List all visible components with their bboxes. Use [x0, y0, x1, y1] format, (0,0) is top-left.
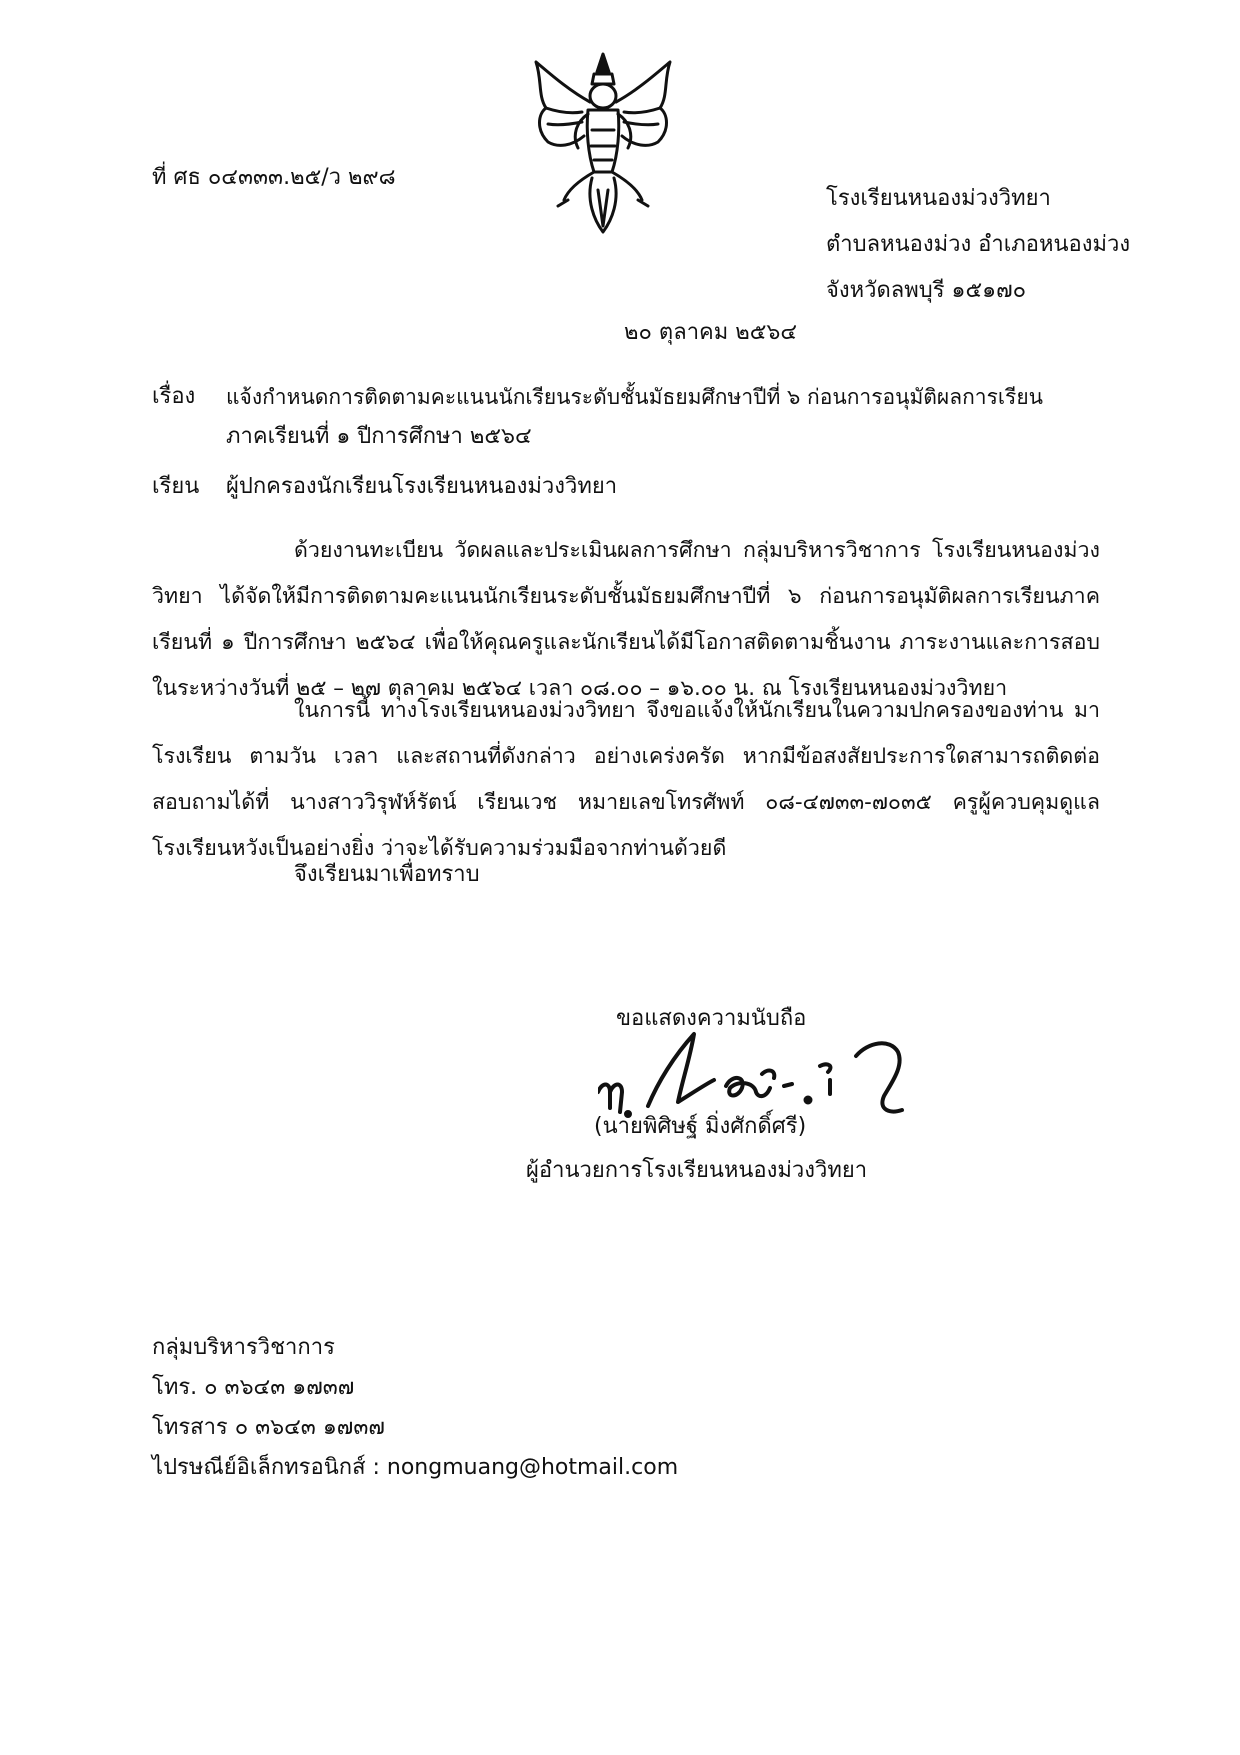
paragraph-1-text: ด้วยงานทะเบียน วัดผลและประเมินผลการศึกษา กลุ่มบริหารวิชาการ โรงเรียนหนองม่วงวิทยา ได้จัดให้มีการติดตามคะแนนนักเรียนระดับชั้นมัธยมศึกษาปีที่ ๖ ก่อนการอนุมัติผลการเรียนภาคเรียนที่ ๑ ปีการศึกษา ๒๕๖๔ เพื่อให้คุณครูและนักเรียนได้มีโอกาสติดตามชิ้นงาน ภาระงานและการสอบ ในระหว่างวันที่ ๒๕ – ๒๗ ตุลาคม ๒๕๖๔ เวลา ๐๘.๐๐ – ๑๖.๐๐ น. ณ โรงเรียนหนองม่วงวิทยา: [152, 538, 1100, 701]
footer-department: กลุ่มบริหารวิชาการ: [152, 1335, 335, 1360]
signatory-position: ผู้อำนวยการโรงเรียนหนองม่วงวิทยา: [526, 1158, 868, 1183]
subject-line-2: ภาคเรียนที่ ๑ ปีการศึกษา ๒๕๖๔: [226, 424, 532, 449]
footer-fax: โทรสาร ๐ ๓๖๔๓ ๑๗๓๗: [152, 1415, 385, 1440]
closing-line: จึงเรียนมาเพื่อทราบ: [294, 862, 480, 887]
paragraph-2-text: ในการนี้ ทางโรงเรียนหนองม่วงวิทยา จึงขอแจ้งให้นักเรียนในความปกครองของท่าน มาโรงเรียน ตามวัน เวลา และสถานที่ดังกล่าว อย่างเคร่งครัด หากมีข้อสงสัยประการใดสามารถติดต่อสอบถามได้ที่ นางสาววิรุฬห์รัตน์ เรียนเวช หมายเลขโทรศัพท์ ๐๘-๔๗๓๓-๗๐๓๕ ครูผู้ควบคุมดูแล โรงเรียนหวังเป็นอย่างยิ่ง ว่าจะได้รับความร่วมมือจากท่านด้วยดี: [152, 698, 1100, 861]
address-line-school: โรงเรียนหนองม่วงวิทยา: [826, 186, 1051, 211]
recipient-label: เรียน: [152, 474, 200, 499]
garuda-emblem-icon: [528, 50, 678, 236]
body-paragraph-2: [152, 688, 1100, 872]
subject-label: เรื่อง: [152, 384, 196, 409]
footer-contact: [152, 1328, 678, 1488]
document-number: ที่ ศธ ๐๔๓๓๓.๒๕/ว ๒๙๘: [152, 165, 396, 190]
footer-phone: โทร. ๐ ๓๖๔๓ ๑๗๓๗: [152, 1375, 355, 1400]
footer-email: ไปรษณีย์อิเล็กทรอนิกส์ : nongmuang@hotmail.com: [152, 1455, 679, 1480]
address-line-subdistrict: ตำบลหนองม่วง อำเภอหนองม่วง: [826, 232, 1131, 257]
recipient-value: ผู้ปกครองนักเรียนโรงเรียนหนองม่วงวิทยา: [226, 474, 618, 499]
regards-text: ขอแสดงความนับถือ: [616, 1006, 807, 1031]
letter-date: ๒๐ ตุลาคม ๒๕๖๔: [624, 320, 798, 345]
school-address: [826, 176, 1130, 314]
address-line-province: จังหวัดลพบุรี ๑๕๑๗๐: [826, 278, 1027, 303]
body-paragraph-1: [152, 528, 1100, 712]
signatory-name: (นายพิศิษฐ์ มิ่งศักดิ์ศรี): [594, 1114, 807, 1139]
subject-line-1: แจ้งกำหนดการติดตามคะแนนนักเรียนระดับชั้นมัธยมศึกษาปีที่ ๖ ก่อนการอนุมัติผลการเรียน: [226, 385, 1044, 409]
